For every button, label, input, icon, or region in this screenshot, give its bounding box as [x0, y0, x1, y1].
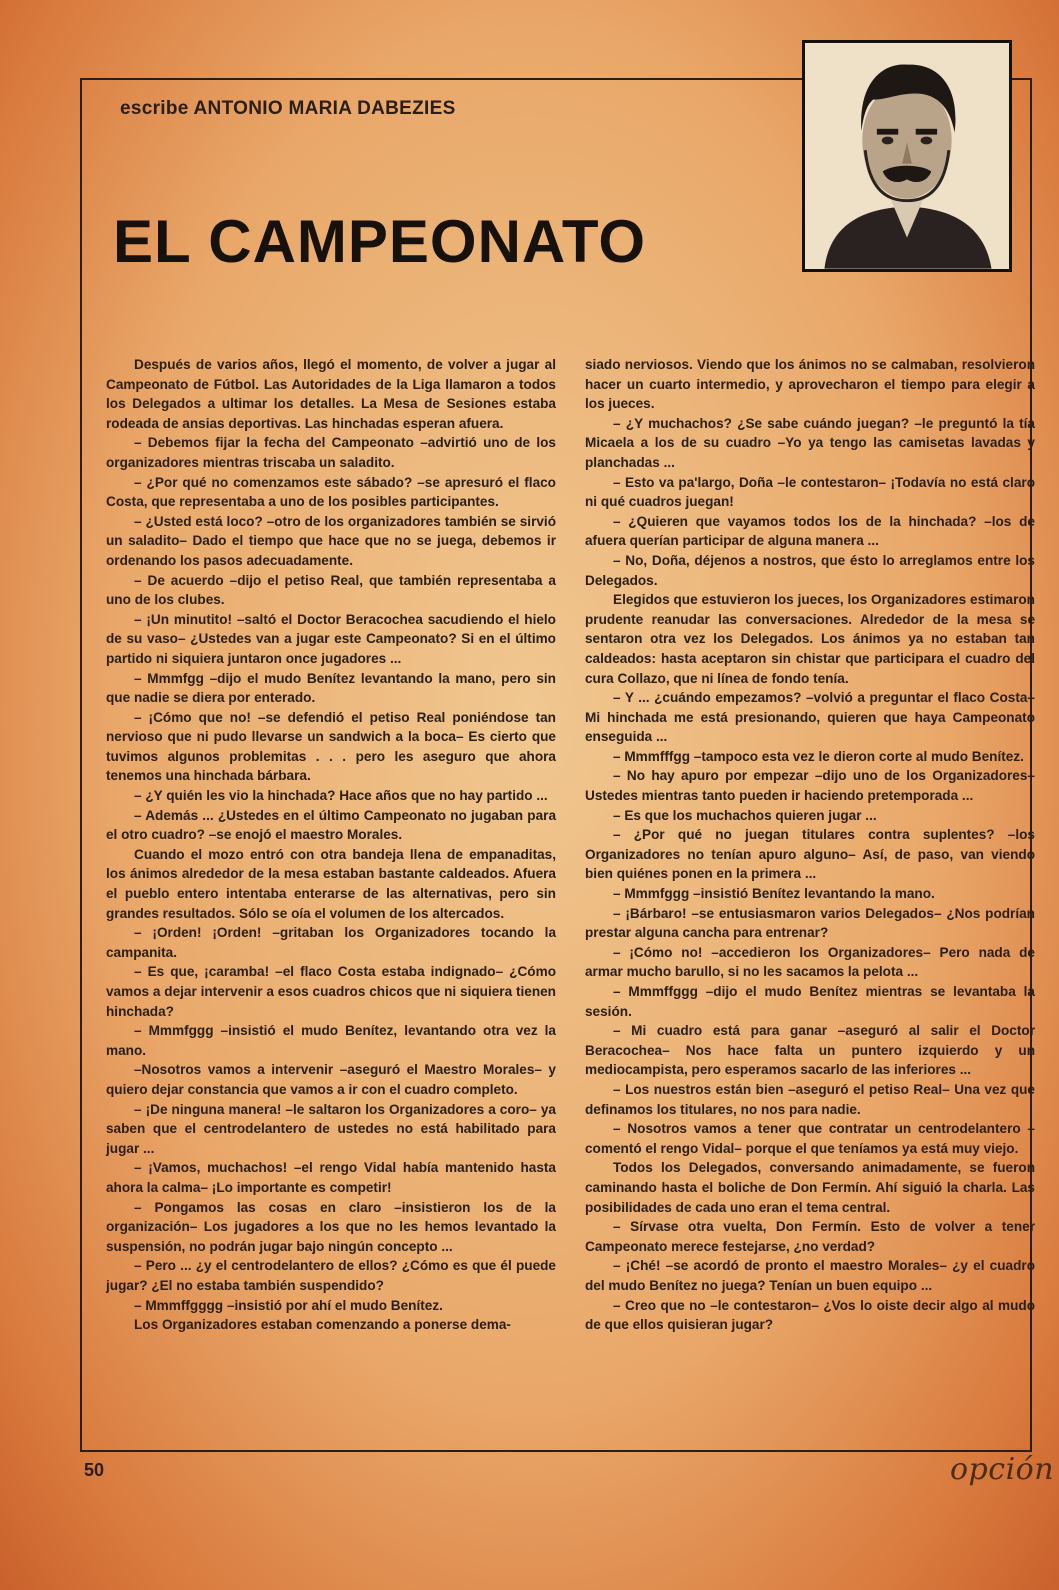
article-paragraph: – Mmmfffgg –tampoco esta vez le dieron corte al mudo Benítez.: [613, 748, 1024, 764]
article-paragraph: – Sírvase otra vuelta, Don Fermín. Esto de volver a tener Campeonato merece festejarse, ¿no verdad?: [585, 1219, 1035, 1254]
article-paragraph: – Mi cuadro está para ganar –aseguró al salir el Doctor Beracochea– Nos hace falta un puntero izquierdo y un mediocampista, pero esperamos sacarlo de las inferiores ...: [585, 1023, 1035, 1078]
article-paragraph: – Mmmffggg –dijo el mudo Benítez mientras se levantaba la sesión.: [585, 984, 1035, 1019]
article-paragraph: – ¡De ninguna manera! –le saltaron los Organizadores a coro– ya saben que el centrodelantero de ustedes no está habilitado para jugar ...: [106, 1101, 556, 1156]
article-paragraph: Después de varios años, llegó el momento, de volver a jugar al Campeonato de Fútbol. Las Autoridades de la Liga llamaron a todos los Delegados a ultimar los detalles. La Mesa de Sesiones estaba rodeada de ansias deportivas. Las hinchadas esperan afuera.: [106, 357, 556, 431]
byline-prefix: escribe: [120, 98, 189, 119]
magazine-logo: opción: [950, 1452, 1055, 1487]
article-paragraph: – De acuerdo –dijo el petiso Real, que también representaba a uno de los clubes.: [106, 572, 556, 608]
article-paragraph: – Mmmfggg –insistió el mudo Benítez, levantando otra vez la mano.: [106, 1023, 556, 1058]
article-paragraph: – Mmmfgg –dijo el mudo Benítez levantando la mano, pero sin que nadie se diera por enterado.: [106, 670, 556, 706]
article-title: EL CAMPEONATO: [113, 208, 647, 275]
article-paragraph: – Pero ... ¿y el centrodelantero de ellos? ¿Cómo es que él puede jugar? ¿El no estaba también suspendido?: [106, 1258, 556, 1293]
byline: [120, 98, 456, 120]
article-paragraph: – No, Doña, déjenos a nostros, que ésto lo arreglamos entre los Delegados.: [585, 552, 1035, 588]
article-paragraph: – Es que los muchachos quieren jugar ...: [613, 807, 877, 823]
article-paragraph: – ¿Por qué no comenzamos este sábado? –se apresuró el flaco Costa, que representaba a uno de los posibles participantes.: [106, 474, 556, 510]
article-paragraph: Todos los Delegados, conversando animadamente, se fueron caminando hasta el boliche de Don Fermín. Ahí siguió la charla. Las posibilidades de cada uno eran el tema central.: [585, 1160, 1035, 1215]
article-column-left: [106, 355, 556, 1335]
article-paragraph: – ¡Un minutito! –saltó el Doctor Beracochea sacudiendo el hielo de su vaso– ¿Ustedes van a jugar este Campeonato? Si en el último partido ni siquiera juntaron once jugadores ...: [106, 611, 556, 666]
article-paragraph: – Además ... ¿Ustedes en el último Campeonato no jugaban para el otro cuadro? –se enojó el maestro Morales.: [106, 807, 556, 843]
article-paragraph: – Y ... ¿cuándo empezamos? –volvió a preguntar el flaco Costa– Mi hinchada me está presionando, quieren que haya Campeonato enseguida ...: [585, 690, 1035, 745]
article-paragraph: – ¡Bárbaro! –se entusiasmaron varios Delegados– ¿Nos podrían prestar alguna cancha para entrenar?: [585, 905, 1035, 941]
page-number: 50: [84, 1460, 105, 1480]
article-paragraph: – Debemos fijar la fecha del Campeonato –advirtió uno de los organizadores mientras triscaba un saladito.: [106, 435, 556, 470]
article-paragraph: Elegidos que estuvieron los jueces, los Organizadores estimaron prudente reanudar las conversaciones. Alrededor de la mesa se sentaron otra vez los Delegados. Los ánimos ya no estaban tan caldeados: hasta aceptaron sin chistar que participara el cuadro del cura Collazo, que ni línea de fondo tenía.: [585, 592, 1035, 686]
article-column-right: [585, 355, 1035, 1335]
article-paragraph: – Mmmfggg –insistió Benítez levantando la mano.: [613, 886, 935, 902]
article-paragraph: – ¡Ché! –se acordó de pronto el maestro Morales– ¿y el cuadro del mudo Benítez no juega? Tenían un buen equipo ...: [585, 1258, 1035, 1293]
article-paragraph: Cuando el mozo entró con otra bandeja llena de empanaditas, los ánimos alrededor de la mesa estaban bastante caldeados. Afuera el pueblo entero intentaba enterarse de las alternativas, pero sin grandes resultados. Sólo se oía el volumen de los altercados.: [106, 846, 556, 921]
article-paragraph: – ¿Quieren que vayamos todos los de la hinchada? –los de afuera querían participar de alguna manera ...: [585, 513, 1035, 549]
article-paragraph: – ¿Usted está loco? –otro de los organizadores también se sirvió un saladito– Dado el tiempo que hace que no se juega, debemos ir ordenando los pasos adecuadamente.: [106, 513, 556, 568]
article-paragraph: –Nosotros vamos a intervenir –aseguró el Maestro Morales– y quiero dejar constancia que vamos a ir con el cuadro completo.: [106, 1062, 556, 1097]
article-paragraph: siado nerviosos. Viendo que los ánimos no se calmaban, resolvieron hacer un cuarto intermedio, y aprovecharon el tiempo para elegir a los jueces.: [585, 357, 1035, 412]
article-paragraph: – Creo que no –le contestaron– ¿Vos lo oiste decir algo al mudo de que ellos quisieran jugar?: [585, 1297, 1035, 1333]
article-paragraph: – ¡Cómo que no! –se defendió el petiso Real poniéndose tan nervioso que ni pudo llevarse un sandwich a la boca– Es cierto que tuvimos algunos problemitas . . . pero les aseguro que ahora tenemos una hinchada bárbara.: [106, 709, 556, 784]
article-paragraph: – Pongamos las cosas en claro –insistieron los de la organización– Los jugadores a los que no les hemos levantado la suspensión, no podrán jugar bajo ningún concepto ...: [106, 1199, 556, 1254]
article-paragraph: – Es que, ¡caramba! –el flaco Costa estaba indignado– ¿Cómo vamos a dejar intervenir a esos cuadros chicos que ni siquiera tienen hinchada?: [106, 964, 556, 1019]
byline-author: ANTONIO MARIA DABEZIES: [193, 98, 456, 119]
author-portrait-icon: [802, 40, 1012, 272]
article-paragraph: – Nosotros vamos a tener que contratar un centrodelantero –comentó el rengo Vidal– porque el que teníamos ya está muy viejo.: [585, 1121, 1035, 1156]
article-paragraph: – Los nuestros están bien –aseguró el petiso Real– Una vez que definamos los titulares, no nos para nadie.: [585, 1081, 1035, 1117]
article-paragraph: – ¿Y muchachos? ¿Se sabe cuándo juegan? –le preguntó la tía Micaela a los de su cuadro –Yo ya tengo las camisetas lavadas y planchadas ...: [585, 415, 1035, 470]
article-paragraph: – ¡Orden! ¡Orden! –gritaban los Organizadores tocando la campanita.: [106, 925, 556, 960]
article-paragraph: – No hay apuro por empezar –dijo uno de los Organizadores– Ustedes mientras tanto pueden ir haciendo pretemporada ...: [585, 768, 1035, 804]
article-paragraph: – Mmmffgggg –insistió por ahí el mudo Benítez.: [134, 1297, 443, 1313]
article-paragraph: – Esto va pa'largo, Doña –le contestaron– ¡Todavía no está claro ni qué cuadros juegan!: [585, 474, 1035, 510]
article-paragraph: – ¡Cómo no! –accedieron los Organizadores– Pero nada de armar mucho barullo, si no les sacamos la pelota ...: [585, 944, 1035, 980]
article-paragraph: – ¡Vamos, muchachos! –el rengo Vidal había mantenido hasta ahora la calma– ¡Lo importante es competir!: [106, 1160, 556, 1195]
article-paragraph: – ¿Y quién les vio la hinchada? Hace años que no hay partido ...: [134, 788, 548, 804]
article-paragraph: – ¿Por qué no juegan titulares contra suplentes? –los Organizadores no tenían apuro alguno– Así, de paso, van viendo bien quiénes ponen en la primera ...: [585, 827, 1035, 882]
article-paragraph: Los Organizadores estaban comenzando a ponerse dema-: [134, 1317, 511, 1333]
